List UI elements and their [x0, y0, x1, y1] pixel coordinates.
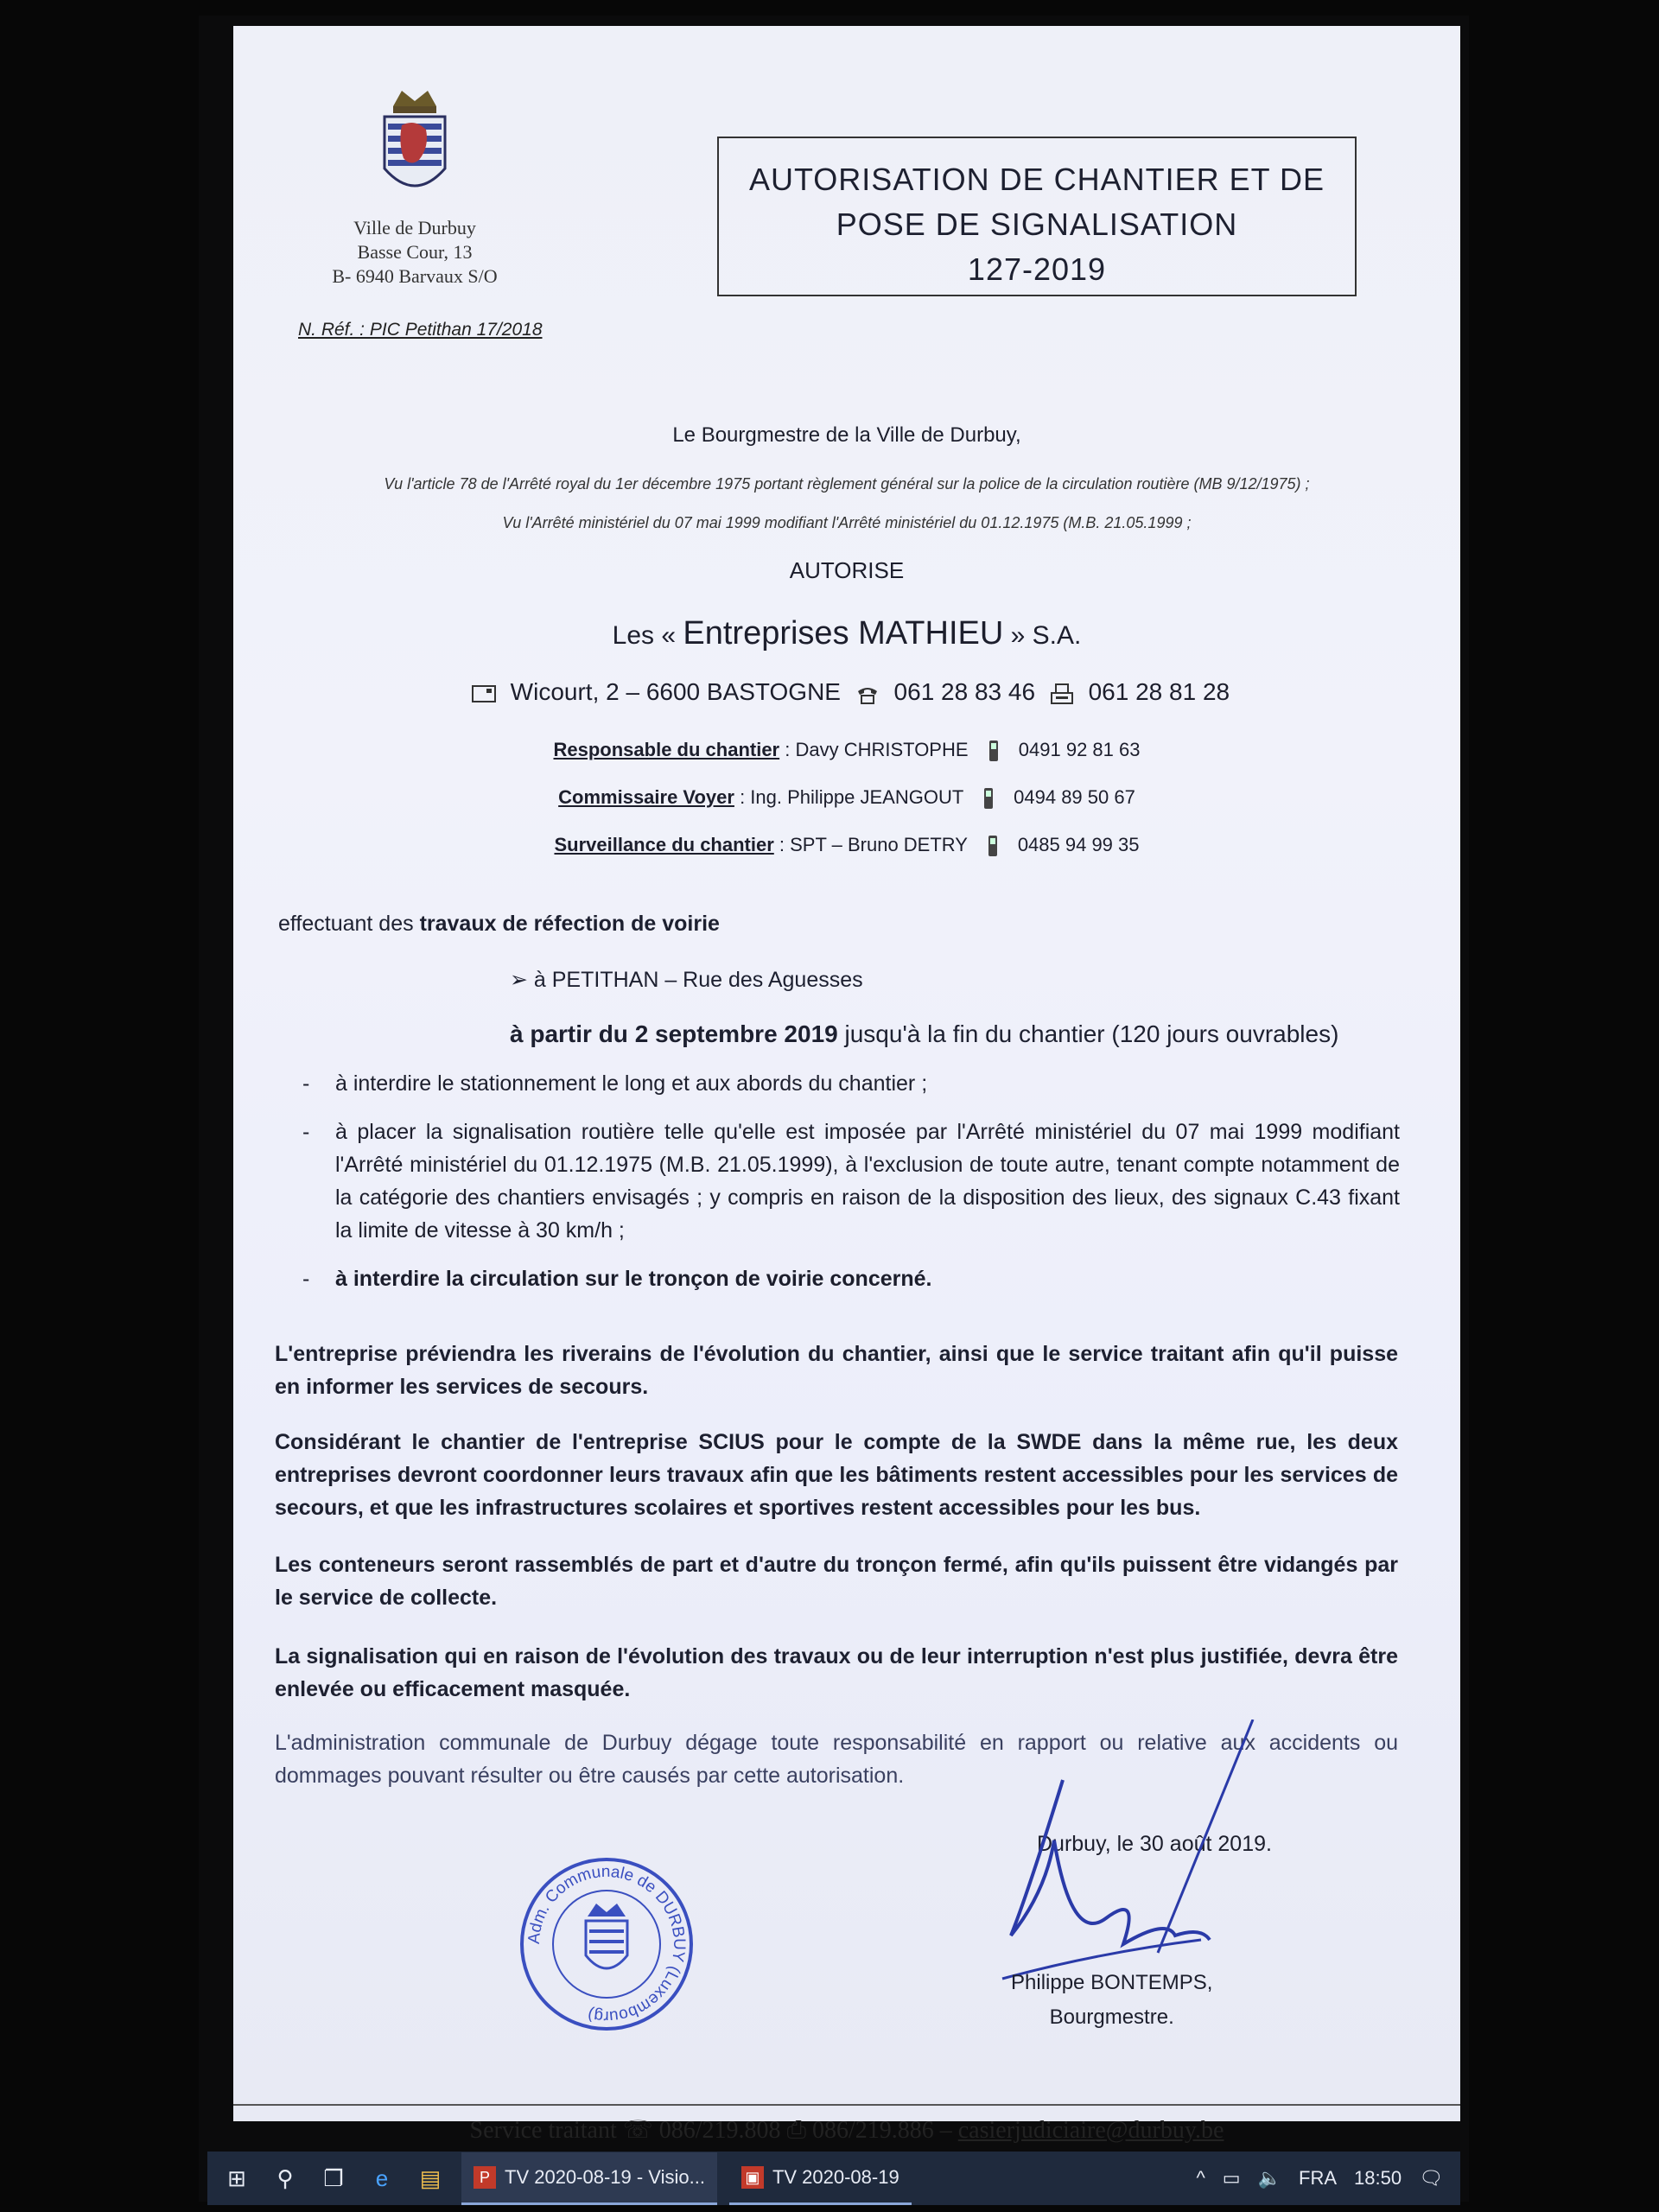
- period-line: [510, 1018, 1338, 1051]
- chevron-up-icon[interactable]: ^: [1196, 2167, 1205, 2189]
- list-item: [302, 1116, 1400, 1247]
- list-item-text: à placer la signalisation routière telle qu'elle est imposée par l'Arrêté ministériel du 07 mai 1999 modifiant l'Arrêté ministériel du 01.12.1975 (M.B. 21.05.1999), à l'exclusion de toute autre, tenant compte notamment de la catégorie des chantiers envisagés ; y compris en raison de la disposition des lieux, des signaux C.43 fixant la limite de vitesse à 30 km/h ;: [335, 1120, 1400, 1243]
- contact-mobile: 0485 94 99 35: [1017, 834, 1140, 855]
- taskbar-app-document[interactable]: [729, 2152, 912, 2205]
- company-prefix: Les «: [612, 621, 683, 650]
- document-title-box: [717, 137, 1357, 296]
- windows-start-icon[interactable]: ⊞: [227, 2164, 246, 2191]
- contact-label: Surveillance du chantier: [554, 834, 774, 855]
- letterhead: [315, 82, 514, 289]
- taskbar-app-label: TV 2020-08-19: [772, 2165, 899, 2188]
- works-description: [278, 907, 720, 940]
- edge-icon[interactable]: e: [375, 2164, 389, 2191]
- official-stamp: [518, 1856, 696, 2033]
- works-prefix: effectuant des: [278, 912, 420, 936]
- contact-value: : Ing. Philippe JEANGOUT: [734, 786, 963, 808]
- volume-icon[interactable]: 🔈: [1257, 2167, 1281, 2189]
- taskbar-app-label: TV 2020-08-19 - Visio...: [505, 2165, 705, 2188]
- signatory-role: Bourgmestre.: [1049, 2005, 1174, 2029]
- footer-divider: [233, 2104, 1460, 2106]
- arrow-bullet-icon: ➢: [510, 968, 534, 992]
- contact-row: [233, 739, 1460, 762]
- coat-of-arms-logo: [376, 82, 454, 212]
- mobile-phone-icon: [981, 740, 1007, 762]
- list-item: [302, 1262, 1400, 1295]
- paragraph-liability: L'administration communale de Durbuy dégage toute responsabilité en rapport ou relative aux accidents ou dommages pouvant résulter ou être causés par cette autorisation.: [275, 1731, 1398, 1788]
- contact-label: Responsable du chantier: [553, 739, 780, 760]
- stamp-text: Adm. Communale de DURBUY (Luxembourg): [524, 1862, 688, 2026]
- footer-fax: 086/219.886: [811, 2117, 934, 2144]
- footer-separator: –: [933, 2117, 958, 2144]
- system-tray: [1196, 2167, 1443, 2190]
- company-address: Wicourt, 2 – 6600 BASTOGNE: [510, 678, 841, 705]
- reference-number: N. Réf. : PIC Petithan 17/2018: [298, 320, 543, 340]
- telephone-icon: ☏: [622, 2117, 659, 2144]
- list-item-text: à interdire le stationnement le long et aux abords du chantier ;: [335, 1071, 928, 1096]
- legal-basis-2: Vu l'Arrêté ministériel du 07 mai 1999 modifiant l'Arrêté ministériel du 01.12.1975 (M.B. 21.05.1999 ;: [502, 514, 1192, 531]
- intro-line: Le Bourgmestre de la Ville de Durbuy,: [672, 423, 1021, 447]
- paragraph-residents: L'entreprise préviendra les riverains de l'évolution du chantier, ainsi que le service traitant afin qu'il puisse en informer les services de secours.: [275, 1342, 1398, 1399]
- contact-mobile: 0494 89 50 67: [1014, 786, 1135, 808]
- fax-icon: [1049, 683, 1075, 705]
- mail-icon: [471, 683, 497, 705]
- conditions-list: [302, 1067, 1400, 1311]
- location-line: [510, 963, 863, 996]
- works-type: travaux de réfection de voirie: [419, 912, 720, 936]
- signatory-name: Philippe BONTEMPS,: [1011, 1971, 1213, 1994]
- signature-date: Durbuy, le 30 août 2019.: [1037, 1832, 1272, 1856]
- mobile-phone-icon: [980, 835, 1006, 857]
- dash-marker: -: [302, 1071, 310, 1096]
- contact-value: : Davy CHRISTOPHE: [779, 739, 969, 760]
- contact-row: [233, 786, 1460, 810]
- town-name: Ville de Durbuy: [353, 217, 476, 238]
- notification-icon[interactable]: 🗨: [1419, 2167, 1443, 2189]
- document-app-icon: ▣: [741, 2166, 764, 2189]
- language-indicator[interactable]: FRA: [1299, 2167, 1337, 2189]
- document-page: [233, 26, 1460, 2144]
- footer-prefix: Service traitant: [469, 2117, 623, 2144]
- mobile-phone-icon: [976, 787, 1001, 810]
- clock[interactable]: 18:50: [1354, 2167, 1402, 2189]
- company-suffix: » S.A.: [1003, 621, 1082, 650]
- contact-label: Commissaire Voyer: [558, 786, 734, 808]
- title-number: 127-2019: [967, 251, 1107, 287]
- contact-row: [233, 834, 1460, 857]
- svg-text:Adm. Communale de DURBUY (Luxe: [525, 1863, 688, 2025]
- fax-icon: ⎙: [786, 2117, 812, 2144]
- footer-phone: 086/219.808: [658, 2117, 781, 2144]
- period-start: à partir du 2 septembre 2019: [510, 1020, 838, 1047]
- contact-value: : SPT – Bruno DETRY: [773, 834, 968, 855]
- list-item-text: à interdire la circulation sur le tronçon de voirie concerné.: [335, 1267, 932, 1291]
- contact-mobile: 0491 92 81 63: [1018, 739, 1141, 760]
- signatory-block: [1011, 1966, 1212, 2035]
- title-line-1: AUTORISATION DE CHANTIER ET DE: [748, 162, 1325, 197]
- document-footer: [233, 2115, 1460, 2145]
- company-address-row: [233, 678, 1460, 706]
- paragraph-coordination: Considérant le chantier de l'entreprise SCIUS pour le compte de la SWDE dans la même rue, les deux entreprises devront coordonner leurs travaux afin que les bâtiments restent accessibles pour les services de secours, et que les infrastructures scolaires et sportives restent accessibles pour les bus.: [275, 1430, 1398, 1520]
- paragraph-containers: Les conteneurs seront rassemblés de part et d'autre du tronçon fermé, afin qu'ils puissent être vidangés par le service de collecte.: [275, 1553, 1398, 1610]
- authorize-heading: AUTORISE: [789, 557, 905, 583]
- windows-taskbar: [207, 2152, 1460, 2205]
- telephone-icon: [855, 683, 880, 705]
- list-item: [302, 1067, 1400, 1100]
- company-name: Entreprises MATHIEU: [683, 615, 1004, 652]
- company-name-line: [233, 615, 1460, 652]
- battery-icon[interactable]: ▭: [1222, 2167, 1241, 2189]
- town-city: B- 6940 Barvaux S/O: [332, 265, 498, 287]
- title-line-2: POSE DE SIGNALISATION: [836, 207, 1238, 242]
- powerpoint-icon: P: [474, 2166, 496, 2189]
- legal-basis-1: Vu l'article 78 de l'Arrêté royal du 1er décembre 1975 portant règlement général sur la police de la circulation routière (MB 9/12/1975) ;: [384, 475, 1310, 493]
- handwritten-signature: [994, 1719, 1270, 2005]
- taskbar-app-powerpoint[interactable]: [461, 2152, 717, 2205]
- town-street: Basse Cour, 13: [357, 241, 473, 263]
- file-explorer-icon[interactable]: ▤: [419, 2164, 442, 2191]
- footer-email: casierjudiciaire@durbuy.be: [957, 2117, 1224, 2144]
- dash-marker: -: [302, 1267, 310, 1291]
- company-phone: 061 28 83 46: [893, 678, 1036, 705]
- task-view-icon[interactable]: ❐: [323, 2164, 344, 2191]
- search-icon[interactable]: ⚲: [276, 2164, 294, 2191]
- location-text: à PETITHAN – Rue des Aguesses: [533, 968, 863, 992]
- period-rest: jusqu'à la fin du chantier (120 jours ouvrables): [837, 1020, 1339, 1047]
- dash-marker: -: [302, 1120, 310, 1144]
- paragraph-signage: La signalisation qui en raison de l'évolution des travaux ou de leur interruption n'est plus justifiée, devra être enlevée ou efficacement masquée.: [275, 1644, 1398, 1701]
- company-fax: 061 28 81 28: [1088, 678, 1230, 705]
